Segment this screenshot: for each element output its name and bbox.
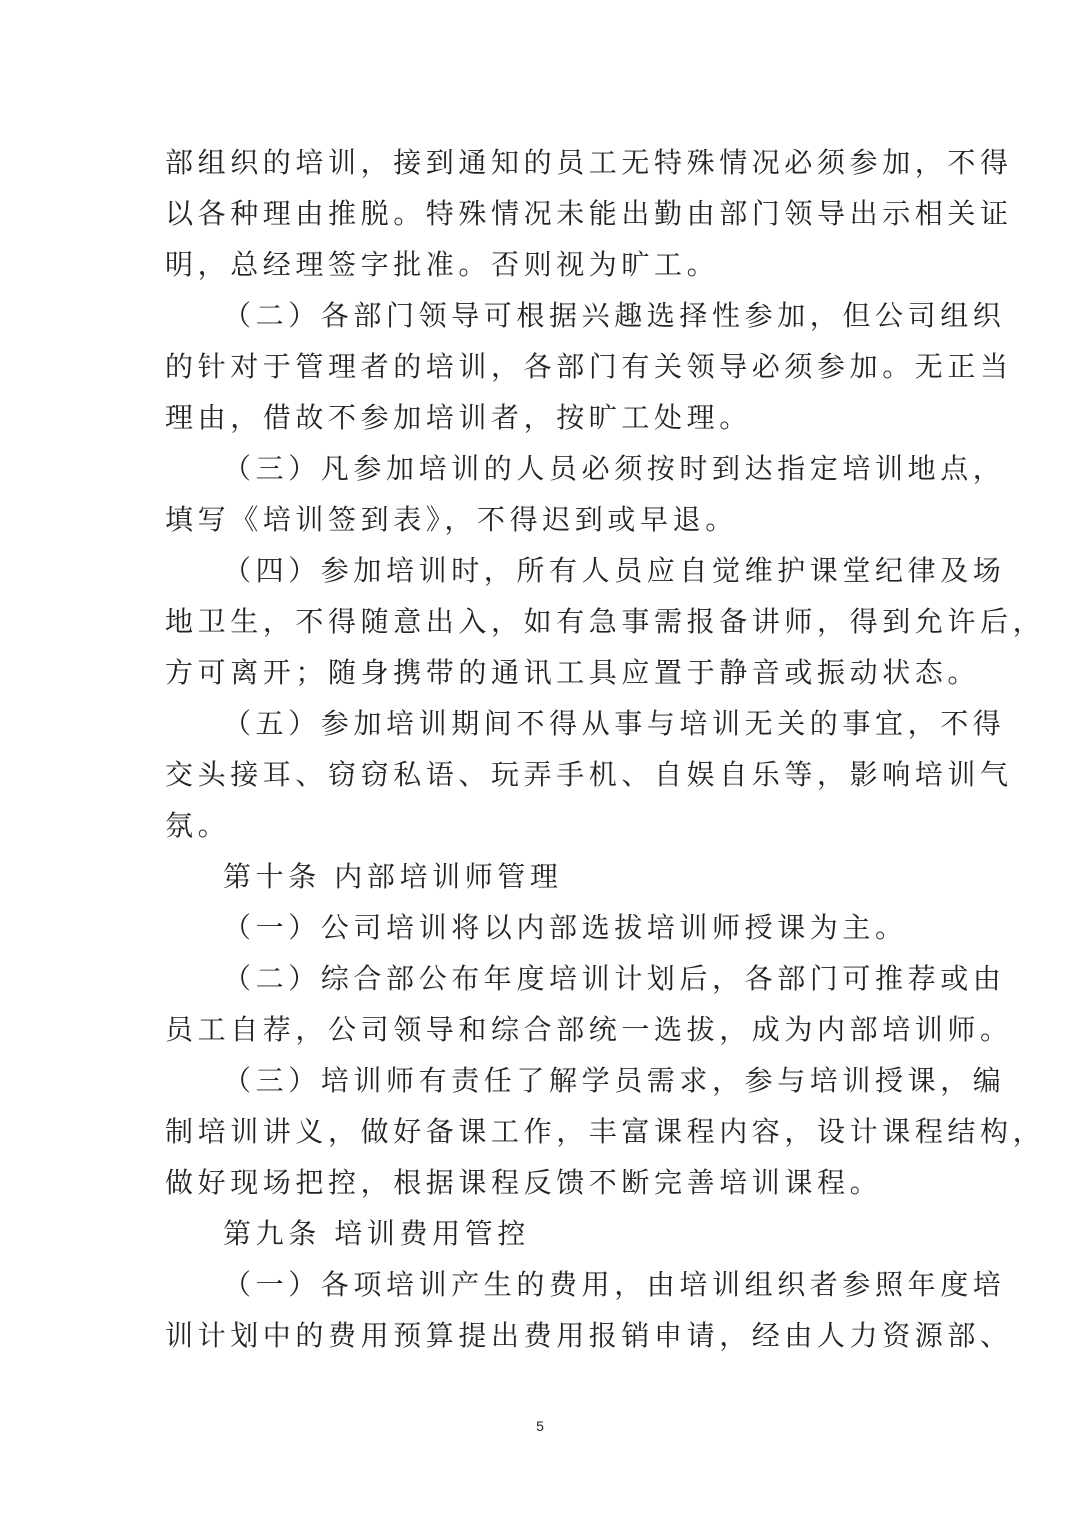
text-line: 以各种理由推脱。特殊情况未能出勤由部门领导出示相关证 bbox=[165, 197, 1013, 230]
text-line: 制培训讲义，做好备课工作，丰富课程内容，设计课程结构， bbox=[165, 1115, 1046, 1148]
paragraph-start-line: （一）各项培训产生的费用，由培训组织者参照年度培 bbox=[223, 1268, 1006, 1301]
paragraph-start-line: （一）公司培训将以内部选拔培训师授课为主。 bbox=[223, 911, 908, 944]
text-line: 填写《培训签到表》，不得迟到或早退。 bbox=[165, 503, 738, 536]
text-line: 方可离开；随身携带的通讯工具应置于静音或振动状态。 bbox=[165, 656, 981, 689]
article-heading: 第十条 内部培训师管理 bbox=[223, 860, 563, 893]
paragraph-start-line: （四）参加培训时，所有人员应自觉维护课堂纪律及场 bbox=[223, 554, 1006, 587]
paragraph-start-line: （二）综合部公布年度培训计划后，各部门可推荐或由 bbox=[223, 962, 1006, 995]
text-line: 员工自荐，公司领导和综合部统一选拔，成为内部培训师。 bbox=[165, 1013, 1013, 1046]
paragraph-start-line: （三）培训师有责任了解学员需求，参与培训授课，编 bbox=[223, 1064, 1006, 1097]
text-line: 地卫生，不得随意出入，如有急事需报备讲师，得到允许后， bbox=[165, 605, 1046, 638]
text-line: 氛。 bbox=[165, 809, 231, 842]
document-body bbox=[165, 137, 1046, 1361]
page-number: 5 bbox=[536, 1418, 544, 1434]
paragraph-start-line: （二）各部门领导可根据兴趣选择性参加，但公司组织 bbox=[223, 299, 1006, 332]
paragraph-start-line: （三）凡参加培训的人员必须按时到达指定培训地点， bbox=[223, 452, 1006, 485]
text-line: 交头接耳、窃窃私语、玩弄手机、自娱自乐等，影响培训气 bbox=[165, 758, 1013, 791]
text-line: 训计划中的费用预算提出费用报销申请，经由人力资源部、 bbox=[165, 1319, 1013, 1352]
text-line: 的针对于管理者的培训，各部门有关领导必须参加。无正当 bbox=[165, 350, 1013, 383]
paragraph-start-line: （五）参加培训期间不得从事与培训无关的事宜，不得 bbox=[223, 707, 1006, 740]
text-line: 明，总经理签字批准。否则视为旷工。 bbox=[165, 248, 720, 281]
text-line: 部组织的培训，接到通知的员工无特殊情况必须参加，不得 bbox=[165, 146, 1013, 179]
article-heading: 第九条 培训费用管控 bbox=[223, 1217, 530, 1250]
text-line: 做好现场把控，根据课程反馈不断完善培训课程。 bbox=[165, 1166, 883, 1199]
text-line: 理由，借故不参加培训者，按旷工处理。 bbox=[165, 401, 752, 434]
